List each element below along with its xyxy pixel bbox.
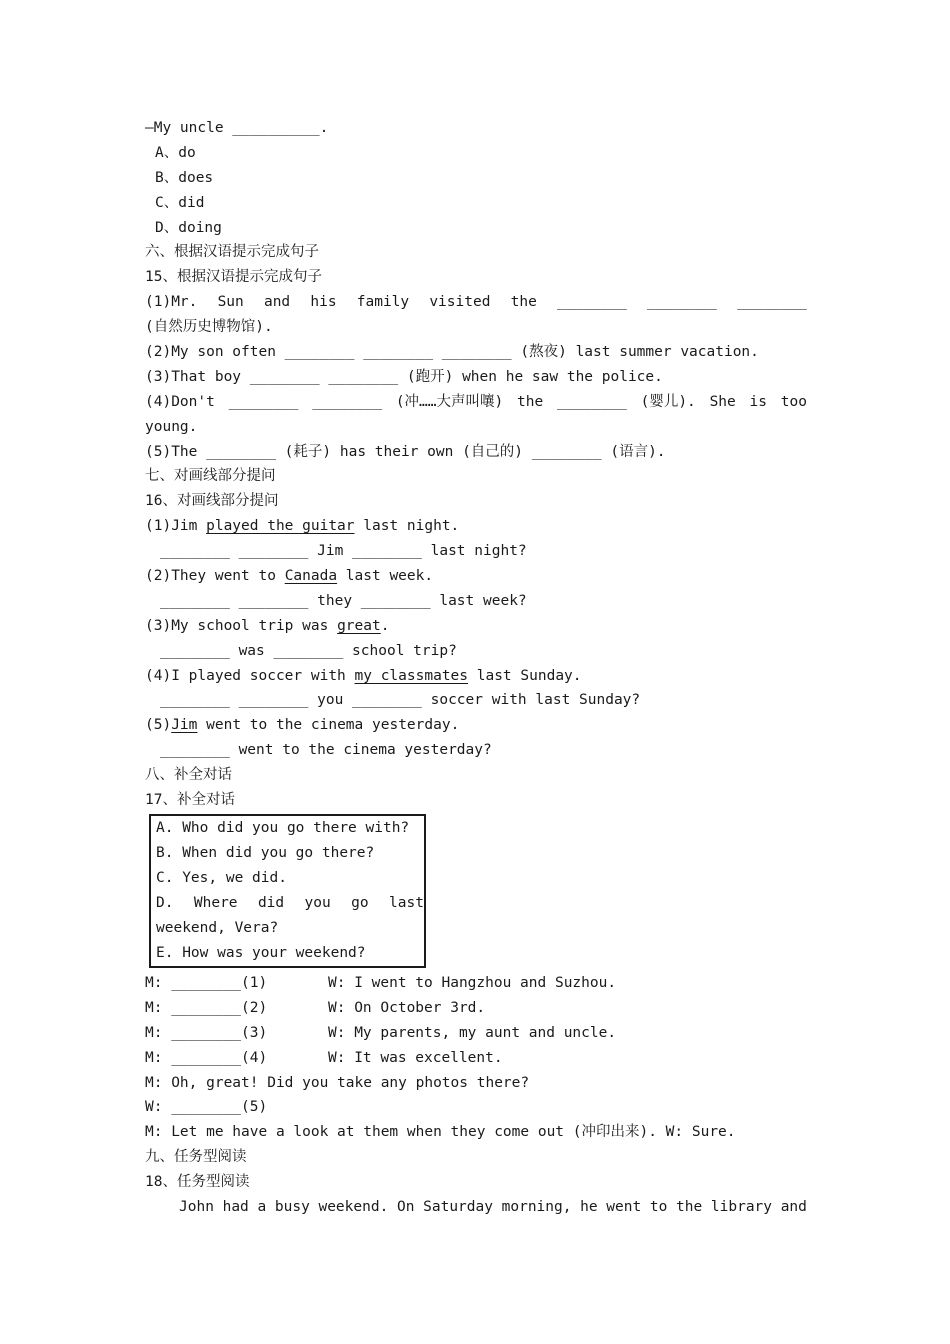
question-16-title: 16、对画线部分提问 — [145, 493, 279, 510]
underlined-part: Canada — [284, 568, 338, 585]
q15-sentence-3: (3)That boy ________ ________ (跑开) when he saw the police. — [145, 368, 663, 385]
box-option-d-cont: weekend, Vera? — [156, 919, 279, 936]
q15-sentence-4-cont: young. — [145, 418, 198, 435]
section-7-title: 七、对画线部分提问 — [145, 468, 276, 485]
dialog-line-3: M: ________(3) W: My parents, my aunt and uncle. — [145, 1024, 617, 1041]
section-9-title: 九、任务型阅读 — [145, 1149, 247, 1166]
dialog-line-2: M: ________(2) W: On October 3rd. — [145, 999, 486, 1016]
question-stem: —My uncle __________. — [145, 120, 329, 136]
q15-sentence-4: (4)Don't ________ ________ (冲……大声叫嚷) the ________ (婴儿). She is too — [145, 393, 807, 410]
option-a: A、do — [155, 144, 196, 161]
question-18-title: 18、任务型阅读 — [145, 1174, 250, 1191]
q16-answer-3: ________ was ________ school trip? — [160, 642, 457, 659]
option-d: D、doing — [155, 219, 222, 236]
option-b: B、does — [155, 169, 214, 186]
box-option-d: D. Where did you go last — [156, 894, 424, 911]
q15-sentence-2: (2)My son often ________ ________ ________ (熬夜) last summer vacation. — [145, 344, 759, 361]
q15-sentence-1: (1)Mr. Sun and his family visited the ________ ________ ________ — [145, 294, 807, 311]
q16-answer-5: ________ went to the cinema yesterday? — [160, 742, 492, 759]
q15-sentence-5: (5)The ________ (耗子) has their own (自己的) ________ (语言). — [145, 443, 666, 460]
question-15-title: 15、根据汉语提示完成句子 — [145, 269, 322, 286]
section-8-title: 八、补全对话 — [145, 767, 232, 784]
underlined-part: Jim — [171, 717, 198, 734]
box-option-b: B. When did you go there? — [156, 844, 375, 861]
worksheet-page — [145, 116, 807, 1220]
dialog-line-4: M: ________(4) W: It was excellent. — [145, 1049, 503, 1066]
reading-paragraph: John had a busy weekend. On Saturday morning, he went to the library and — [179, 1198, 807, 1215]
dialog-line-1: M: ________(1) W: I went to Hangzhou and Suzhou. — [145, 974, 617, 991]
q16-sentence-4: (4)I played soccer with my classmates last Sunday. — [145, 667, 582, 684]
q16-sentence-3: (3)My school trip was great. — [145, 617, 390, 634]
q16-answer-4: ________ ________ you ________ soccer with last Sunday? — [160, 692, 641, 709]
dialog-line-6: W: ________(5) — [145, 1099, 268, 1116]
option-c: C、did — [155, 194, 205, 211]
dialog-line-7: M: Let me have a look at them when they come out (冲印出来). W: Sure. — [145, 1124, 736, 1141]
box-option-c: C. Yes, we did. — [156, 869, 287, 886]
q16-answer-1: ________ ________ Jim ________ last night? — [160, 543, 527, 560]
underlined-part: played the guitar — [206, 518, 355, 535]
underlined-part: great — [337, 617, 381, 634]
underlined-part: my classmates — [354, 667, 469, 684]
q16-sentence-2: (2)They went to Canada last week. — [145, 568, 434, 585]
q16-sentence-5: (5)Jim went to the cinema yesterday. — [145, 717, 460, 734]
q16-answer-2: ________ ________ they ________ last week? — [160, 592, 527, 609]
q16-sentence-1: (1)Jim played the guitar last night. — [145, 518, 460, 535]
box-option-e: E. How was your weekend? — [156, 944, 366, 961]
q15-sentence-1-cont: (自然历史博物馆). — [145, 319, 273, 336]
options-box — [149, 814, 426, 968]
section-6-title: 六、根据汉语提示完成句子 — [145, 244, 319, 261]
box-option-a: A. Who did you go there with? — [156, 819, 410, 836]
dialog-line-5: M: Oh, great! Did you take any photos there? — [145, 1074, 530, 1091]
question-17-title: 17、补全对话 — [145, 792, 235, 809]
